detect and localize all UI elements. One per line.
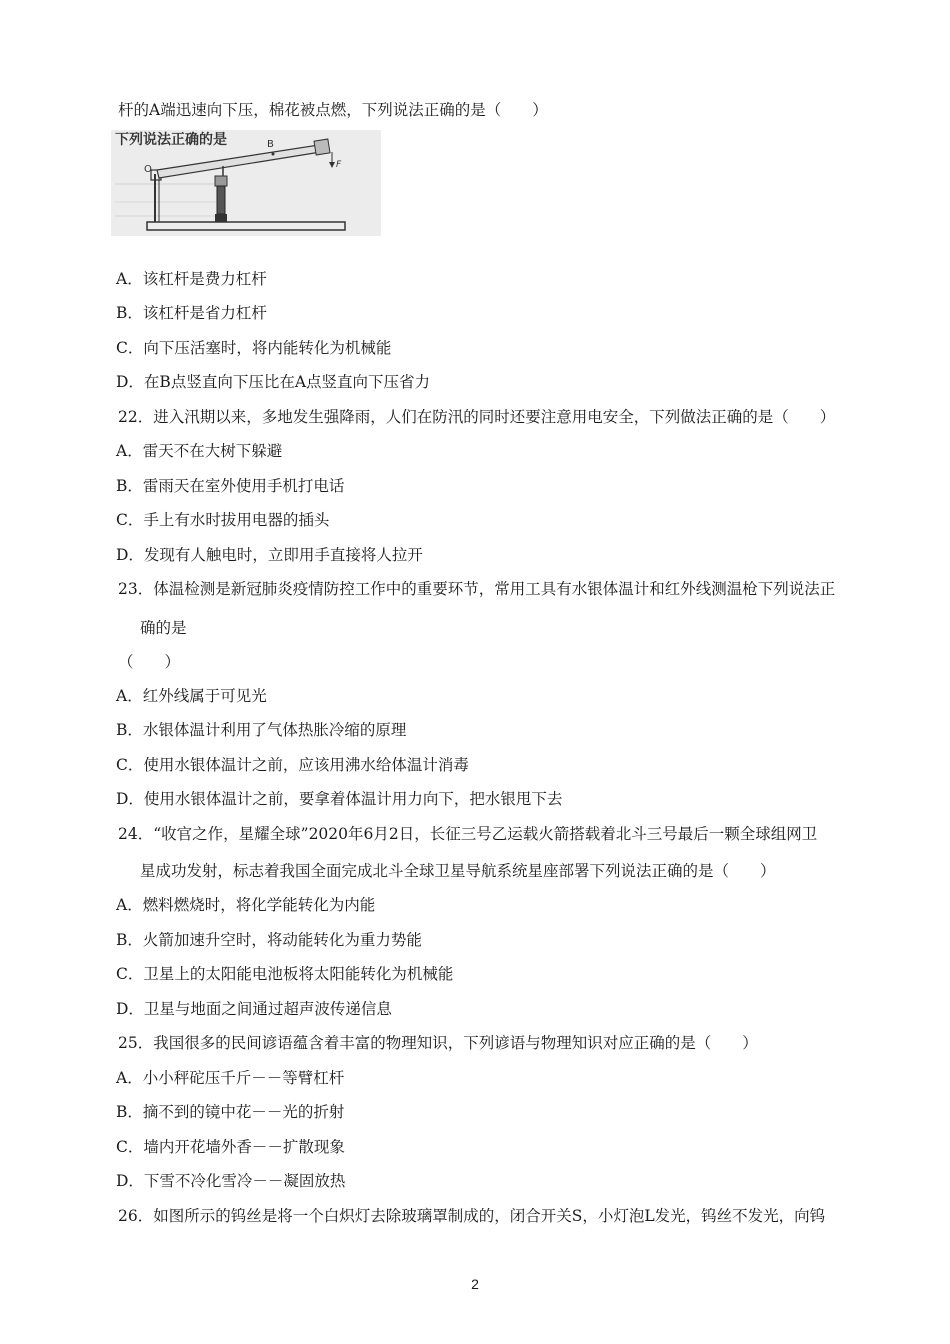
question-21-stem-tail: 杆的A端迅速向下压，棉花被点燃，下列说法正确的是（ ） <box>118 101 548 119</box>
lever-bar <box>157 144 327 178</box>
q21-option-b: B．该杠杆是省力杠杆 <box>116 304 267 322</box>
label-b: B <box>267 139 274 150</box>
force-arrow <box>329 162 335 168</box>
q23-option-d: D．使用水银体温计之前，要拿着体温计用力向下，把水银甩下去 <box>116 790 563 808</box>
q24-stem-line1: 24．“收官之作，星耀全球”2020年6月2日，长征三号乙运载火箭搭载着北斗三号最后一颗全球组网卫 <box>118 825 818 843</box>
lever-figure <box>111 130 381 236</box>
label-f: F <box>336 160 342 170</box>
q24-option-d: D．卫星与地面之间通过超声波传递信息 <box>116 1000 392 1018</box>
q24-option-a: A．燃料燃烧时，将化学能转化为内能 <box>116 896 376 914</box>
q23-option-c: C．使用水银体温计之前，应该用沸水给体温计消毒 <box>116 756 469 774</box>
q25-option-a: A．小小秤砣压千斤－－等臂杠杆 <box>116 1069 345 1087</box>
q23-option-a: A．红外线属于可见光 <box>116 687 267 705</box>
q21-option-a: A．该杠杆是费力杠杆 <box>116 270 267 288</box>
q22-option-a: A．雷天不在大树下躲避 <box>116 442 283 460</box>
piston-cylinder <box>217 186 225 214</box>
label-o: O <box>144 164 152 175</box>
q22-option-d: D．发现有人触电时，立即用手直接将人拉开 <box>116 546 423 564</box>
q23-stem-line1: 23．体温检测是新冠肺炎疫情防控工作中的重要环节，常用工具有水银体温计和红外线测温枪下列说法正 <box>118 580 836 598</box>
q25-option-d: D．下雪不冷化雪冷－－凝固放热 <box>116 1172 346 1190</box>
q24-option-c: C．卫星上的太阳能电池板将太阳能转化为机械能 <box>116 965 454 983</box>
q26-stem-line1: 26．如图所示的钨丝是将一个白炽灯去除玻璃罩制成的，闭合开关S，小灯泡L发光，钨丝不发光，向钨 <box>118 1207 826 1225</box>
q23-option-b: B．水银体温计利用了气体热胀冷缩的原理 <box>116 721 407 739</box>
q25-stem: 25．我国很多的民间谚语蕴含着丰富的物理知识，下列谚语与物理知识对应正确的是（ ） <box>118 1034 758 1052</box>
page-number: 2 <box>471 1276 479 1292</box>
base-board <box>147 222 345 230</box>
q23-stem-line2: 确的是 <box>140 619 187 637</box>
q23-stem-line3: （ ） <box>118 653 181 671</box>
q22-option-c: C．手上有水时拔用电器的插头 <box>116 511 330 529</box>
q22-stem: 22．进入汛期以来，多地发生强降雨，人们在防汛的同时还要注意用电安全，下列做法正确的是（ ） <box>118 408 836 426</box>
q25-option-b: B．摘不到的镜中花－－光的折射 <box>116 1103 345 1121</box>
q24-stem-line2: 星成功发射，标志着我国全面完成北斗全球卫星导航系统星座部署下列说法正确的是（ ） <box>140 862 776 880</box>
q21-option-d: D．在B点竖直向下压比在A点竖直向下压省力 <box>116 373 431 391</box>
figure-caption: 下列说法正确的是 <box>115 132 227 148</box>
q22-option-b: B．雷雨天在室外使用手机打电话 <box>116 477 345 495</box>
q24-option-b: B．火箭加速升空时，将动能转化为重力势能 <box>116 931 422 949</box>
q25-option-c: C．墙内开花墙外香－－扩散现象 <box>116 1138 345 1156</box>
q21-option-c: C．向下压活塞时，将内能转化为机械能 <box>116 339 392 357</box>
